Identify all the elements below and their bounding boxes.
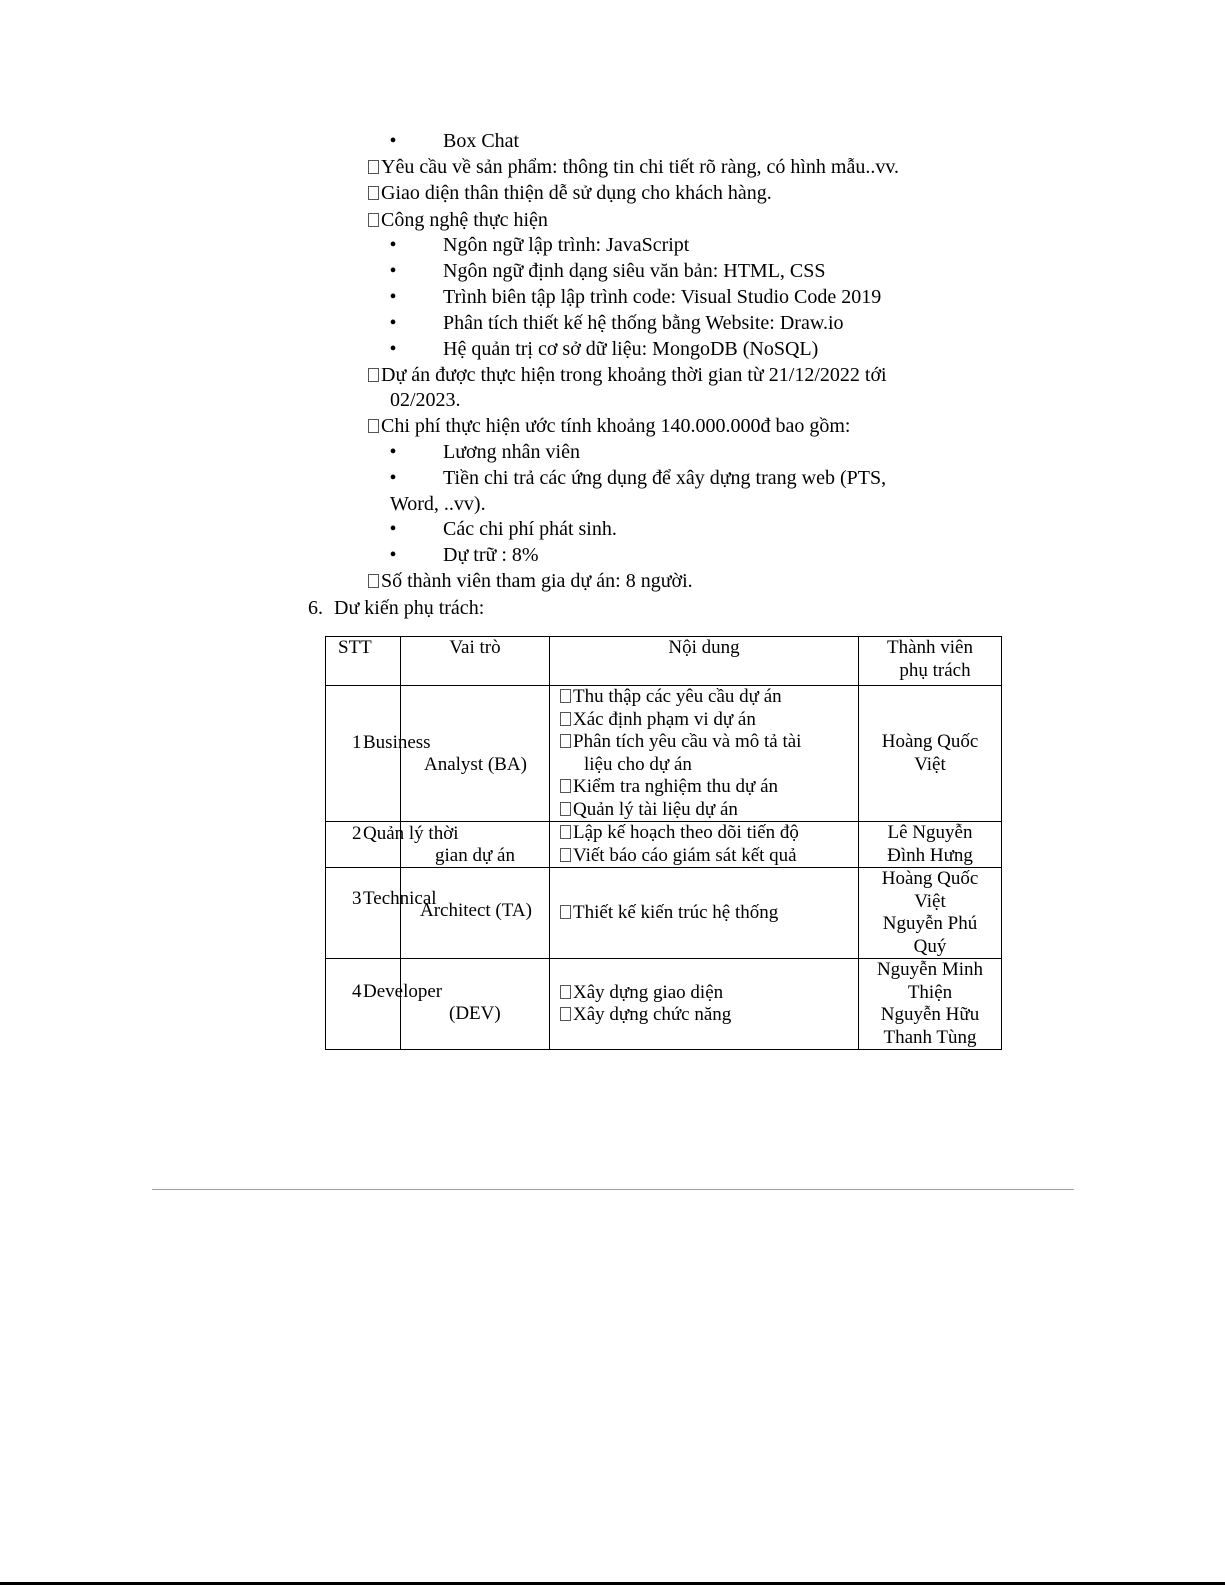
header-member-line: phụ trách xyxy=(899,659,971,681)
section-number: 6. xyxy=(308,597,323,619)
list-item-continuation: 02/2023. xyxy=(390,389,461,411)
bullet-marker: • xyxy=(389,260,397,282)
member-line: Thanh Tùng xyxy=(883,1026,977,1048)
list-item-text: Hệ quản trị cơ sở dữ liệu: MongoDB (NoSQL) xyxy=(443,338,819,360)
role-line: Analyst (BA) xyxy=(424,754,527,775)
list-item-text: Phân tích thiết kế hệ thống bằng Website: Draw.io xyxy=(443,312,844,334)
stt-cell xyxy=(326,868,437,959)
checkbox-glyph-icon xyxy=(560,1007,571,1021)
role-line: Quản lý thời xyxy=(363,823,459,844)
bullet-marker: • xyxy=(389,286,397,308)
stt-cell xyxy=(326,959,443,1050)
stt-cell xyxy=(326,686,431,822)
header-member xyxy=(859,637,1002,686)
role-line: (DEV) xyxy=(449,1003,501,1024)
content-cell xyxy=(550,959,859,1050)
content-cell xyxy=(550,868,859,959)
member-cell xyxy=(859,686,1002,822)
member-line: Nguyễn Minh xyxy=(876,959,984,980)
member-line: Quý xyxy=(913,935,947,957)
checkbox-glyph-icon xyxy=(368,186,379,200)
bullet-marker: • xyxy=(389,518,397,540)
stt-cell xyxy=(326,822,459,868)
list-item-text: Trình biên tập lập trình code: Visual Studio Code 2019 xyxy=(443,286,882,308)
table-row xyxy=(326,959,1002,1050)
member-line: Nguyễn Phú xyxy=(882,913,978,934)
table-header-row xyxy=(326,637,1002,686)
list-item xyxy=(368,181,772,205)
stt-value: 3 xyxy=(352,888,362,909)
bullet-marker: • xyxy=(389,467,397,489)
checkbox-glyph-icon xyxy=(560,905,571,919)
table-row xyxy=(326,868,1002,959)
list-item xyxy=(368,155,899,179)
member-line: Thiện xyxy=(907,981,953,1003)
role-line: Architect (TA) xyxy=(420,900,532,921)
header-member-line: Thành viên xyxy=(886,637,973,658)
content-cell xyxy=(550,686,859,822)
bullet-marker: • xyxy=(389,130,397,152)
list-item-text: Dự trữ : 8% xyxy=(443,544,539,566)
checkbox-glyph-icon xyxy=(368,419,379,433)
list-item-text: Chi phí thực hiện ước tính khoảng 140.000.000đ bao gồm: xyxy=(381,415,851,437)
role-cell xyxy=(401,686,550,822)
role-line: Developer xyxy=(363,981,443,1002)
list-item-text: Lương nhân viên xyxy=(443,441,580,463)
stt-value: 1 xyxy=(352,732,362,753)
list-item xyxy=(368,363,887,387)
member-cell xyxy=(859,959,1002,1050)
checkbox-glyph-icon xyxy=(560,825,571,839)
content-line: Thu thập các yêu cầu dự án xyxy=(560,686,858,709)
list-item-continuation: Word, ..vv). xyxy=(390,493,486,515)
list-item-text: Số thành viên tham gia dự án: 8 người. xyxy=(381,570,693,592)
content-line: Thiết kế kiến trúc hệ thống xyxy=(560,902,858,925)
content-line: liệu cho dự án xyxy=(584,753,692,775)
checkbox-glyph-icon xyxy=(560,802,571,816)
checkbox-glyph-icon xyxy=(560,689,571,703)
table-row xyxy=(326,822,1002,868)
list-item-text: Dự án được thực hiện trong khoảng thời gian từ 21/12/2022 tới xyxy=(381,364,887,386)
checkbox-glyph-icon xyxy=(560,985,571,999)
member-line: Việt xyxy=(914,753,946,775)
role-cell xyxy=(401,822,550,868)
list-item-text: Giao diện thân thiện dễ sử dụng cho khách hàng. xyxy=(381,182,772,204)
checkbox-glyph-icon xyxy=(560,779,571,793)
stt-value: 4 xyxy=(352,981,362,1002)
header-content: Nội dung xyxy=(550,637,859,686)
list-item-text: Box Chat xyxy=(443,130,520,152)
content-line: Lập kế hoạch theo dõi tiến độ xyxy=(560,822,858,845)
list-item-text: Các chi phí phát sinh. xyxy=(443,518,617,540)
checkbox-glyph-icon xyxy=(368,574,379,588)
member-cell xyxy=(859,868,1002,959)
content-line: Phân tích yêu cầu và mô tả tài xyxy=(560,731,858,754)
member-cell xyxy=(859,822,1002,868)
role-line: gian dự án xyxy=(435,845,515,866)
list-item xyxy=(368,208,548,232)
content-line: Xác định phạm vi dự án xyxy=(560,709,858,732)
list-item-text: Ngôn ngữ định dạng siêu văn bản: HTML, CSS xyxy=(443,260,826,282)
role-cell xyxy=(401,868,550,959)
table-row xyxy=(326,686,1002,822)
bullet-marker: • xyxy=(389,234,397,256)
checkbox-glyph-icon xyxy=(368,160,379,174)
page-separator xyxy=(152,1189,1074,1190)
member-line: Lê Nguyễn xyxy=(887,822,973,843)
bullet-marker: • xyxy=(389,544,397,566)
checkbox-glyph-icon xyxy=(368,368,379,382)
checkbox-glyph-icon xyxy=(560,848,571,862)
content-line: Xây dựng chức năng xyxy=(560,1004,858,1027)
content-line: Viết báo cáo giám sát kết quả xyxy=(560,845,858,868)
section-title: Dư kiến phụ trách: xyxy=(334,597,485,619)
list-item-text: Yêu cầu về sản phẩm: thông tin chi tiết rõ ràng, có hình mẫu..vv. xyxy=(381,156,900,178)
list-item-text: Tiền chi trả các ứng dụng để xây dựng trang web (PTS, xyxy=(443,467,887,489)
role-line: Technical xyxy=(363,888,437,909)
bullet-marker: • xyxy=(389,338,397,360)
checkbox-glyph-icon xyxy=(368,213,379,227)
list-item xyxy=(368,414,850,438)
section-heading xyxy=(308,596,484,620)
list-item-text: Công nghệ thực hiện xyxy=(381,209,548,231)
member-line: Hoàng Quốc xyxy=(881,731,979,752)
member-line: Đình Hưng xyxy=(887,844,973,866)
header-role: Vai trò xyxy=(401,637,550,686)
checkbox-glyph-icon xyxy=(560,734,571,748)
checkbox-glyph-icon xyxy=(560,712,571,726)
responsibility-table xyxy=(325,636,1002,1050)
content-line: Kiểm tra nghiệm thu dự án xyxy=(560,776,858,799)
content-line: Xây dựng giao diện xyxy=(560,982,858,1005)
list-item xyxy=(368,569,693,593)
bullet-marker: • xyxy=(389,441,397,463)
member-line: Hoàng Quốc xyxy=(881,868,979,889)
member-line: Việt xyxy=(914,890,946,912)
bullet-marker: • xyxy=(389,312,397,334)
role-line: Business xyxy=(363,732,431,753)
content-cell xyxy=(550,822,859,868)
list-item-text: Ngôn ngữ lập trình: JavaScript xyxy=(443,234,690,256)
content-line: Quản lý tài liệu dự án xyxy=(560,799,858,822)
member-line: Nguyễn Hữu xyxy=(880,1004,980,1025)
header-stt: STT xyxy=(326,637,401,686)
stt-value: 2 xyxy=(352,823,362,844)
role-cell xyxy=(401,959,550,1050)
